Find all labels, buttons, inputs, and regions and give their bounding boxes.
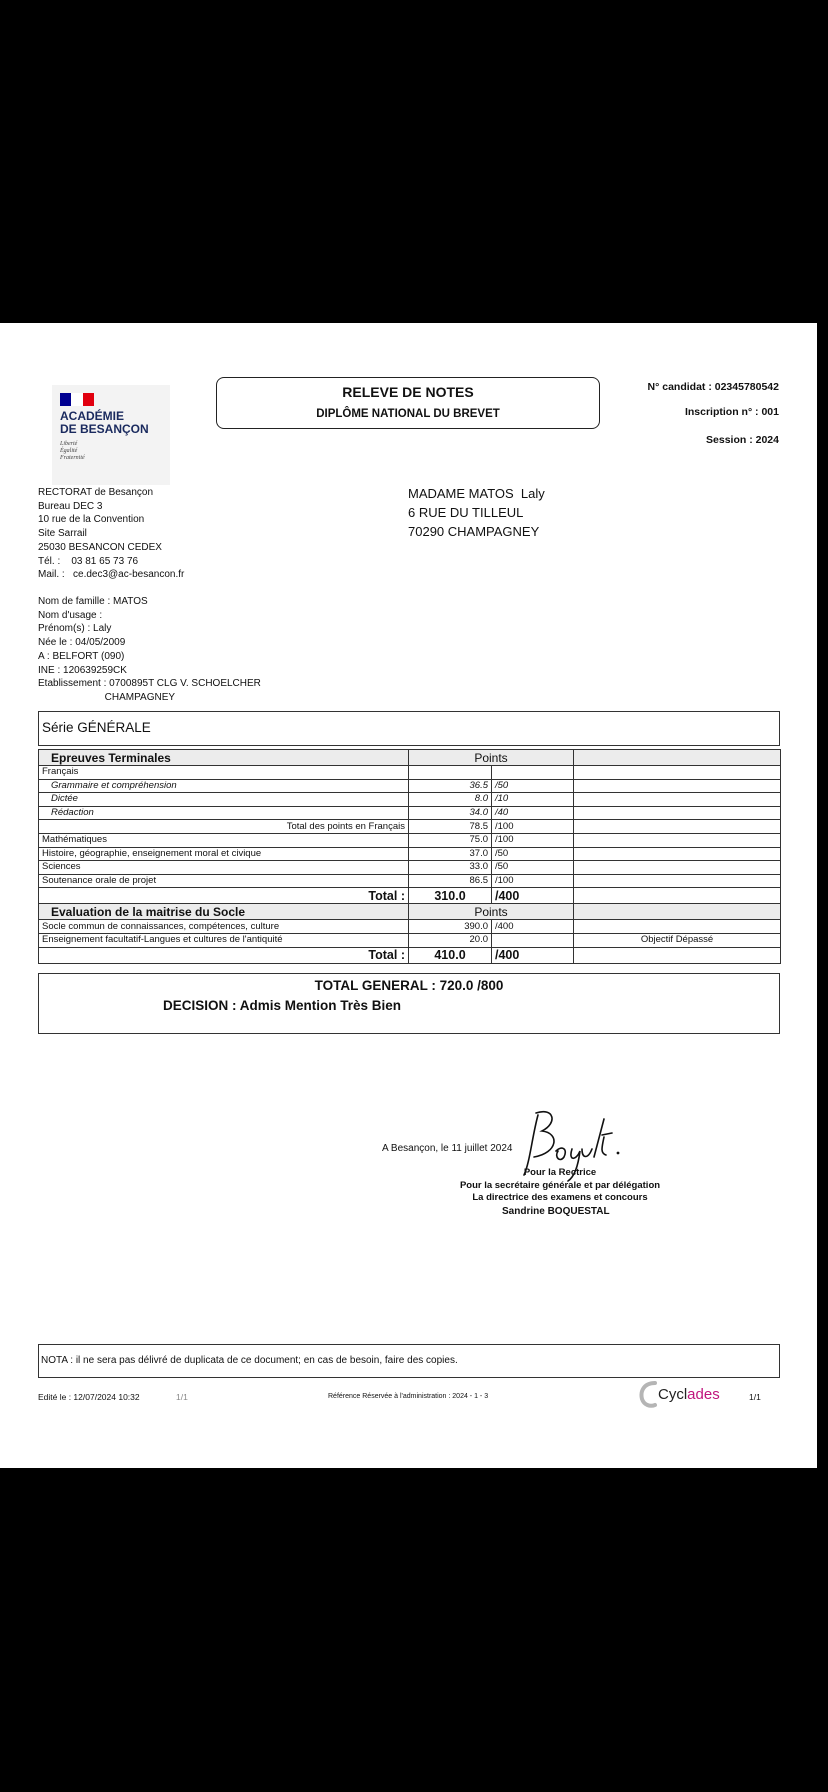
row-max: /100: [492, 833, 574, 847]
row-max: /400: [492, 920, 574, 934]
table-row: [39, 920, 781, 934]
french-flag-icon: [60, 393, 94, 406]
table-row: [39, 766, 781, 780]
row-note: [574, 861, 781, 875]
row-label: Total des points en Français: [39, 820, 409, 834]
row-max: /100: [492, 820, 574, 834]
session: Session : 2024: [706, 434, 779, 446]
decision: DECISION : Admis Mention Très Bien: [163, 998, 402, 1013]
cyclades-swirl-icon: [638, 1379, 658, 1409]
terminales-header-row: [39, 750, 781, 766]
inscription-number: Inscription n° : 001: [684, 406, 779, 418]
cyclades-logo: [638, 1379, 720, 1409]
row-label: Histoire, géographie, enseignement moral et civique: [39, 847, 409, 861]
total-max: /400: [492, 947, 574, 963]
handwritten-signature: [518, 1097, 638, 1187]
logo-motto: Liberté Égalité Fraternité: [60, 441, 85, 461]
reference: Référence Réservée à l'administration : 2024 - 1 - 3: [328, 1393, 489, 1400]
serie-label: Série GÉNÉRALE: [42, 720, 151, 735]
brand-prefix: Cycl: [658, 1385, 688, 1403]
table-row: [39, 806, 781, 820]
empty-cell: [574, 904, 781, 920]
row-note: [574, 920, 781, 934]
row-value: 78.5: [409, 820, 492, 834]
row-label: Sciences: [39, 861, 409, 875]
row-max: /50: [492, 861, 574, 875]
row-label: Français: [39, 766, 409, 780]
brand-suffix: ades: [687, 1385, 720, 1403]
empty-cell: [574, 750, 781, 766]
row-value: 86.5: [409, 874, 492, 888]
document-page: [0, 323, 817, 1468]
row-value: 20.0: [409, 933, 492, 947]
row-value: 8.0: [409, 793, 492, 807]
row-value: 34.0: [409, 806, 492, 820]
row-value: [409, 766, 492, 780]
edited-date: Edité le : 12/07/2024 10:32: [38, 1392, 140, 1402]
row-value: 36.5: [409, 779, 492, 793]
row-label: Rédaction: [39, 806, 409, 820]
row-value: 390.0: [409, 920, 492, 934]
row-value: 37.0: [409, 847, 492, 861]
total-general: TOTAL GENERAL : 720.0 /800: [314, 978, 504, 993]
nota-text: NOTA : il ne sera pas délivré de duplicata de ce document; en cas de besoin, faire des copies.: [41, 1355, 458, 1366]
table-row: [39, 861, 781, 875]
empty-cell: [574, 947, 781, 963]
academie-logo: [52, 385, 170, 485]
total-row: [39, 947, 781, 963]
candidate-number: N° candidat : 02345780542: [647, 381, 779, 393]
logo-title: ACADÉMIE DE BESANÇON: [60, 409, 149, 436]
document-title: RELEVE DE NOTES: [342, 384, 474, 400]
table-row: [39, 833, 781, 847]
recipient-address: MADAME MATOS Laly 6 RUE DU TILLEUL 70290 CHAMPAGNEY: [408, 486, 545, 539]
table-row: [39, 820, 781, 834]
row-max: [492, 766, 574, 780]
table-row: [39, 847, 781, 861]
row-value: 33.0: [409, 861, 492, 875]
row-note: [574, 806, 781, 820]
row-max: [492, 933, 574, 947]
socle-header: Evaluation de la maitrise du Socle: [39, 904, 409, 920]
table-row: [39, 874, 781, 888]
row-note: [574, 847, 781, 861]
row-label: Dictée: [39, 793, 409, 807]
total-label: Total :: [39, 947, 409, 963]
total-row: [39, 888, 781, 904]
row-note: Objectif Dépassé: [574, 933, 781, 947]
terminales-header: Epreuves Terminales: [39, 750, 409, 766]
place-date: A Besançon, le 11 juillet 2024: [382, 1143, 513, 1154]
total-value: 410.0: [409, 947, 492, 963]
signatory-name: Sandrine BOQUESTAL: [502, 1206, 610, 1217]
row-label: Socle commun de connaissances, compétences, culture: [39, 920, 409, 934]
page-number: 1/1: [749, 1392, 761, 1402]
row-max: /50: [492, 779, 574, 793]
grades-table: [38, 749, 781, 964]
points-header: Points: [409, 750, 574, 766]
serie-box: [38, 711, 780, 746]
total-max: /400: [492, 888, 574, 904]
row-note: [574, 820, 781, 834]
row-label: Soutenance orale de projet: [39, 874, 409, 888]
result-box: [38, 973, 780, 1034]
candidate-info: Nom de famille : MATOS Nom d'usage : Prénom(s) : Laly Née le : 04/05/2009 A : BELFORT (090) INE : 120639259CK Etablissement : 0700895T CLG V. SCHOELCHER CHAMPAGNEY: [38, 596, 261, 703]
row-max: /50: [492, 847, 574, 861]
total-value: 310.0: [409, 888, 492, 904]
row-label: Grammaire et compréhension: [39, 779, 409, 793]
row-max: /10: [492, 793, 574, 807]
row-max: /40: [492, 806, 574, 820]
table-row: [39, 793, 781, 807]
row-note: [574, 833, 781, 847]
socle-header-row: [39, 904, 781, 920]
table-row: [39, 933, 781, 947]
row-note: [574, 874, 781, 888]
row-note: [574, 779, 781, 793]
nota-box: [38, 1344, 780, 1378]
points-header: Points: [409, 904, 574, 920]
sender-address: RECTORAT de Besançon Bureau DEC 3 10 rue de la Convention Site Sarrail 25030 BESANCON CEDEX Tél. : 03 81 65 73 76 Mail. : ce.dec3@ac-besancon.fr: [38, 487, 185, 581]
row-label: Enseignement facultatif-Langues et cultures de l'antiquité: [39, 933, 409, 947]
signature-lines: Pour la Rectrice Pour la secrétaire générale et par délégation La directrice des examens et concours: [459, 1167, 661, 1203]
page-small: 1/1: [176, 1392, 188, 1402]
total-label: Total :: [39, 888, 409, 904]
empty-cell: [574, 888, 781, 904]
document-subtitle: DIPLÔME NATIONAL DU BREVET: [316, 408, 500, 420]
row-value: 75.0: [409, 833, 492, 847]
table-row: [39, 779, 781, 793]
row-max: /100: [492, 874, 574, 888]
row-note: [574, 766, 781, 780]
row-label: Mathématiques: [39, 833, 409, 847]
title-box: [216, 377, 600, 429]
row-note: [574, 793, 781, 807]
